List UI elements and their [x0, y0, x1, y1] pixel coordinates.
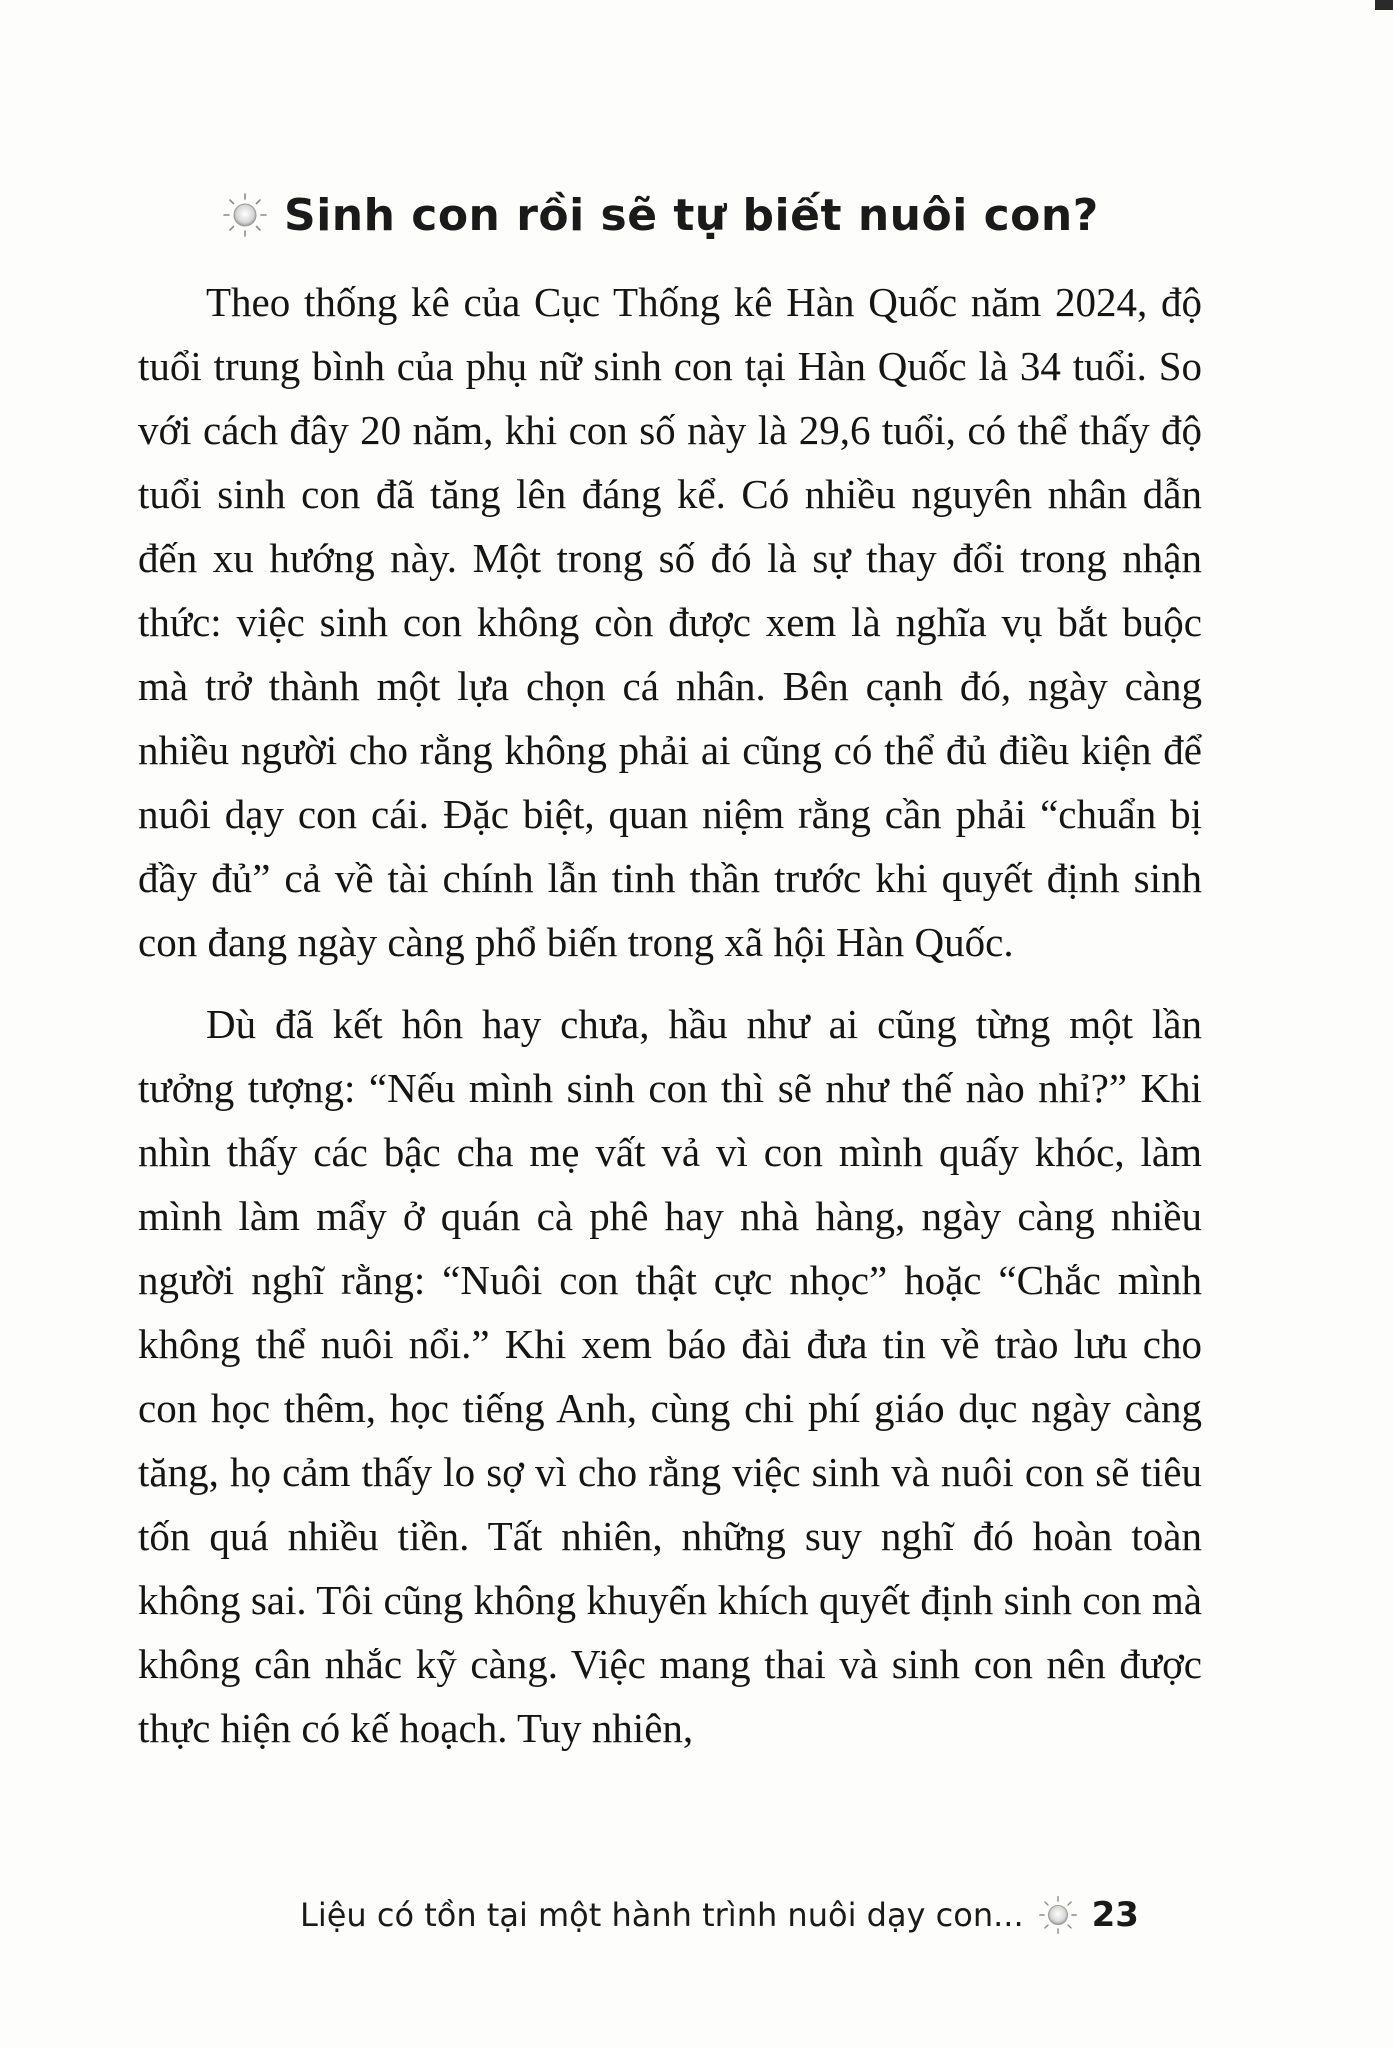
- page-number: 23: [1091, 1895, 1139, 1935]
- sun-icon: [222, 192, 268, 238]
- body-text: [138, 270, 1202, 1760]
- section-heading: [222, 180, 1099, 250]
- section-title: Sinh con rồi sẽ tự biết nuôi con?: [284, 189, 1099, 241]
- page-footer: [300, 1885, 1139, 1945]
- paragraph-1: Theo thống kê của Cục Thống kê Hàn Quốc năm 2024, độ tuổi trung bình của phụ nữ sinh con tại Hàn Quốc là 34 tuổi. So với cách đây 20 năm, khi con số này là 29,6 tuổi, có thể thấy độ tuổi sinh con đã tăng lên đáng kể. Có nhiều nguyên nhân dẫn đến xu hướng này. Một trong số đó là sự thay đổi trong nhận thức: việc sinh con không còn được xem là nghĩa vụ bắt buộc mà trở thành một lựa chọn cá nhân. Bên cạnh đó, ngày càng nhiều người cho rằng không phải ai cũng có thể đủ điều kiện để nuôi dạy con cái. Đặc biệt, quan niệm rằng cần phải “chuẩn bị đầy đủ” cả về tài chính lẫn tinh thần trước khi quyết định sinh con đang ngày càng phổ biến trong xã hội Hàn Quốc.: [138, 279, 1202, 965]
- running-title: Liệu có tồn tại một hành trình nuôi dạy con...: [300, 1896, 1024, 1934]
- scan-edge-mark: [1375, 0, 1393, 10]
- sun-icon: [1038, 1895, 1078, 1935]
- paragraph-2: Dù đã kết hôn hay chưa, hầu như ai cũng từng một lần tưởng tượng: “Nếu mình sinh con thì sẽ như thế nào nhỉ?” Khi nhìn thấy các bậc cha mẹ vất vả vì con mình quấy khóc, làm mình làm mẩy ở quán cà phê hay nhà hàng, ngày càng nhiều người nghĩ rằng: “Nuôi con thật cực nhọc” hoặc “Chắc mình không thể nuôi nổi.” Khi xem báo đài đưa tin về trào lưu cho con học thêm, học tiếng Anh, cùng chi phí giáo dục ngày càng tăng, họ cảm thấy lo sợ vì cho rằng việc sinh và nuôi con sẽ tiêu tốn quá nhiều tiền. Tất nhiên, những suy nghĩ đó hoàn toàn không sai. Tôi cũng không khuyến khích quyết định sinh con mà không cân nhắc kỹ càng. Việc mang thai và sinh con nên được thực hiện có kế hoạch. Tuy nhiên,: [138, 1001, 1202, 1751]
